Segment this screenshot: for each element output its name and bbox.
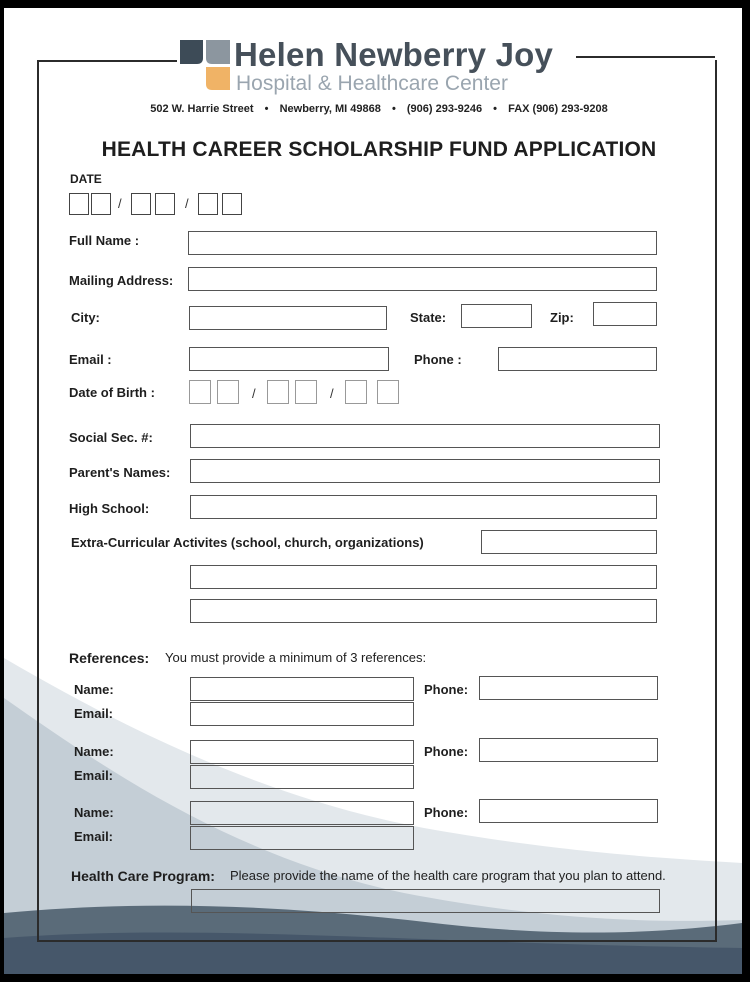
parents-names-field[interactable] [190,459,660,483]
date-separator: / [118,196,122,211]
full-name-field[interactable] [188,231,657,255]
reference-3-email-field[interactable] [190,826,414,850]
reference-2-phone-label: Phone: [424,744,469,759]
references-instruction: You must provide a minimum of 3 references: [165,650,427,665]
email-field[interactable] [189,347,389,371]
bullet-separator: • [264,103,269,115]
date-label: DATE [70,172,102,186]
references-heading: References: [69,650,150,666]
bullet-separator: • [493,103,498,115]
date-separator: / [185,196,189,211]
bullet-separator: • [391,103,396,115]
frame-top-left-line [37,60,177,62]
activities-field-2[interactable] [190,565,657,589]
activities-field-3[interactable] [190,599,657,623]
high-school-label: High School: [69,501,150,516]
reference-1-name-field[interactable] [190,677,414,701]
frame-top-right-line [576,56,715,58]
health-care-program-instruction: Please provide the name of the health care program that you plan to attend. [230,868,666,883]
reference-2-name-label: Name: [74,744,114,759]
full-name-label: Full Name : [69,233,140,248]
dob-year-digit-1[interactable] [345,380,367,404]
dob-month-digit-1[interactable] [189,380,211,404]
dob-day-digit-2[interactable] [295,380,317,404]
reference-2-email-field[interactable] [190,765,414,789]
zip-label: Zip: [550,310,574,325]
street-address: 502 W. Harrie Street [150,103,254,115]
high-school-field[interactable] [190,495,657,519]
reference-1-email-label: Email: [74,706,114,721]
dob-separator: / [330,386,334,401]
date-year-digit-1[interactable] [198,193,218,215]
ssn-label: Social Sec. #: [69,430,153,445]
address-line [4,103,742,115]
phone-label: Phone : [414,352,462,367]
zip-field[interactable] [593,302,657,326]
form-title: HEALTH CAREER SCHOLARSHIP FUND APPLICATION [101,138,657,161]
reference-2-email-label: Email: [74,768,114,783]
reference-3-phone-label: Phone: [424,805,469,820]
health-care-program-field[interactable] [191,889,660,913]
mailing-address-label: Mailing Address: [69,273,174,288]
email-label: Email : [69,352,112,367]
city-state-zip: Newberry, MI 49868 [279,103,381,115]
ssn-field[interactable] [190,424,660,448]
hospital-logo-icon [178,38,234,92]
reference-3-phone-field[interactable] [479,799,658,823]
mailing-address-field[interactable] [188,267,657,291]
parents-names-label: Parent's Names: [69,465,171,480]
date-month-digit-1[interactable] [69,193,89,215]
reference-2-phone-field[interactable] [479,738,658,762]
reference-1-phone-field[interactable] [479,676,658,700]
reference-1-name-label: Name: [74,682,114,697]
phone-number: (906) 293-9246 [406,103,483,115]
org-name: Helen Newberry Joy [234,36,554,73]
date-month-digit-2[interactable] [91,193,111,215]
fax-number: FAX (906) 293-9208 [508,103,608,115]
reference-2-name-field[interactable] [190,740,414,764]
date-day-digit-2[interactable] [155,193,175,215]
org-subtitle: Hospital & Healthcare Center [236,72,508,95]
phone-field[interactable] [498,347,657,371]
reference-3-email-label: Email: [74,829,114,844]
date-day-digit-1[interactable] [131,193,151,215]
dob-year-digit-2[interactable] [377,380,399,404]
health-care-program-heading: Health Care Program: [71,868,215,884]
city-field[interactable] [189,306,387,330]
reference-3-name-field[interactable] [190,801,414,825]
dob-separator: / [252,386,256,401]
state-label: State: [410,310,447,325]
city-label: City: [71,310,100,325]
dob-day-digit-1[interactable] [267,380,289,404]
application-page [4,8,742,974]
activities-field-1[interactable] [481,530,657,554]
date-year-digit-2[interactable] [222,193,242,215]
dob-month-digit-2[interactable] [217,380,239,404]
reference-3-name-label: Name: [74,805,114,820]
state-field[interactable] [461,304,532,328]
reference-1-phone-label: Phone: [424,682,469,697]
reference-1-email-field[interactable] [190,702,414,726]
date-of-birth-label: Date of Birth : [69,385,155,400]
activities-label: Extra-Curricular Activites (school, church, organizations) [71,535,424,550]
